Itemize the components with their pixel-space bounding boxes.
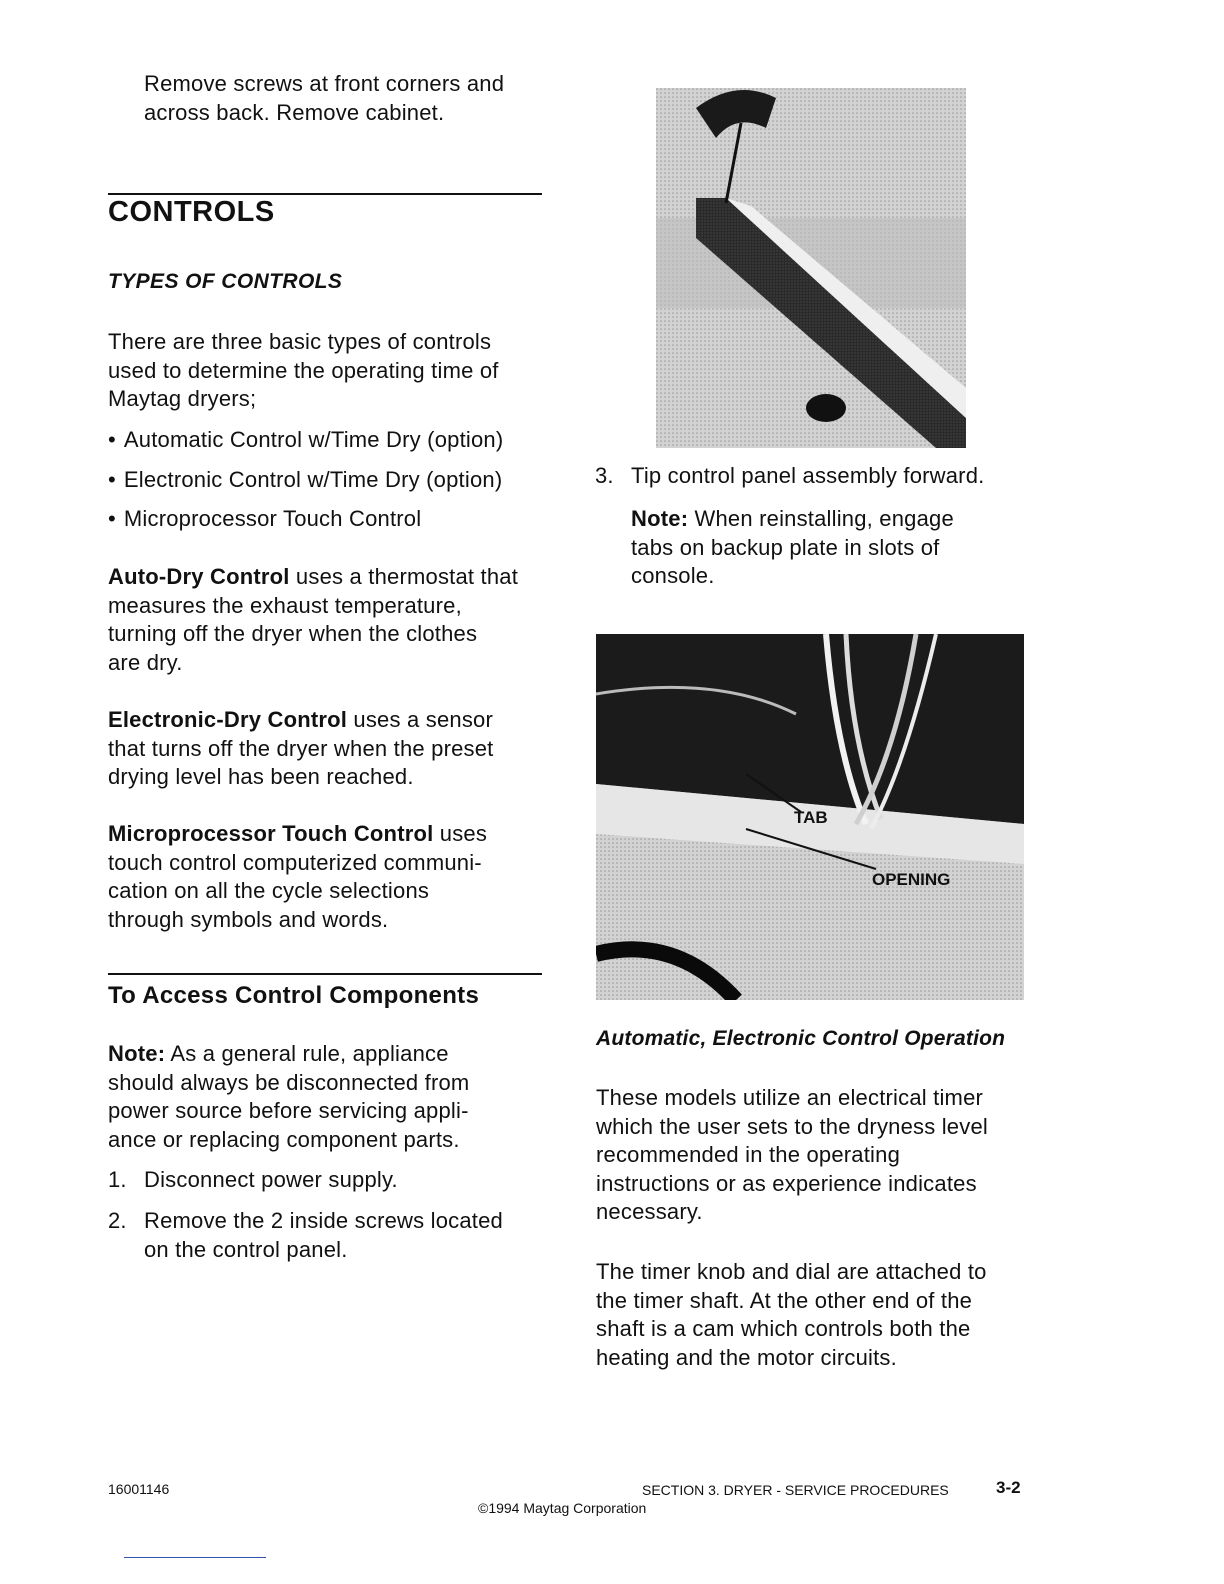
para-line: turning off the dryer when the clothes — [108, 621, 478, 646]
para-line: ance or replacing component parts. — [108, 1126, 460, 1152]
para-line: are dry. — [108, 649, 183, 675]
para-line: The timer knob and dial are attached to — [596, 1259, 987, 1284]
timer-paragraph-1 — [596, 1084, 988, 1227]
list-item: • Electronic Control w/Time Dry (option) — [108, 466, 503, 495]
electronic-paragraph: Electronic-Dry Control uses a sensor that turns off the dryer when the preset drying level has been reached. — [108, 706, 493, 792]
electronic-term: Electronic-Dry Control — [108, 707, 348, 732]
access-heading: To Access Control Components — [108, 982, 480, 1009]
para-line: heating and the motor circuits. — [596, 1344, 897, 1370]
section-title: SECTION 3. DRYER - SERVICE PROCEDURES — [642, 1482, 949, 1498]
section-rule — [108, 193, 542, 195]
intro-line: Remove screws at front corners and — [144, 71, 505, 96]
controls-heading: CONTROLS — [108, 196, 275, 228]
para-line: There are three basic types of controls — [108, 329, 492, 354]
para-line: touch control computerized communi- — [108, 849, 482, 875]
timer-paragraph-2 — [596, 1258, 987, 1372]
step-1 — [108, 1166, 398, 1195]
intro-text — [144, 70, 504, 127]
autodry-term: Auto-Dry Control — [108, 564, 290, 589]
para-line: through symbols and words. — [108, 906, 389, 932]
para-line: the timer shaft. At the other end of the — [596, 1287, 973, 1313]
para-line: that turns off the dryer when the preset — [108, 735, 494, 761]
micro-paragraph: Microprocessor Touch Control uses touch control computerized communi- cation on all the cycle selections through symbols and words. — [108, 820, 487, 934]
operation-caption: Automatic, Electronic Control Operation — [596, 1027, 1006, 1050]
micro-term: Microprocessor Touch Control — [108, 821, 434, 846]
footer-rule — [124, 1557, 266, 1558]
doc-number: 16001146 — [108, 1481, 170, 1497]
para-line: tabs on backup plate in slots of — [631, 534, 940, 560]
step-line: Tip control panel assembly forward. — [631, 463, 985, 488]
intro-line: across back. Remove cabinet. — [144, 99, 445, 125]
page-number: 3-2 — [996, 1478, 1021, 1497]
para-line: used to determine the operating time of — [108, 357, 499, 383]
opening-label: OPENING — [872, 870, 951, 889]
list-item: • Automatic Control w/Time Dry (option) — [108, 426, 503, 455]
copyright: ©1994 Maytag Corporation — [478, 1500, 647, 1516]
para-line: console. — [631, 563, 715, 588]
types-paragraph — [108, 328, 499, 414]
autodry-paragraph: Auto-Dry Control uses a thermostat that measures the exhaust temperature, turning off the dryer when the clothes are dry. — [108, 563, 518, 677]
para-line: necessary. — [596, 1199, 703, 1224]
step-number: 1. — [108, 1167, 127, 1192]
note-label: Note: — [108, 1041, 166, 1066]
photo-tab-opening — [596, 634, 1024, 1000]
para-line: shaft is a cam which controls both the — [596, 1316, 971, 1341]
tab-label: TAB — [794, 808, 828, 827]
step-line: Remove the 2 inside screws located — [144, 1208, 503, 1233]
para-line: should always be disconnected from — [108, 1069, 470, 1095]
step-number: 2. — [108, 1208, 127, 1233]
step-2 — [108, 1207, 503, 1264]
step-line: on the control panel. — [144, 1236, 348, 1262]
types-subheading: TYPES OF CONTROLS — [108, 270, 343, 293]
step-line: Disconnect power supply. — [144, 1167, 398, 1192]
para-line: power source before servicing appli- — [108, 1098, 469, 1123]
step-3 — [595, 462, 984, 491]
para-line: which the user sets to the dryness level — [596, 1113, 988, 1139]
photo-control-panel-tipped — [656, 88, 966, 448]
para-line: instructions or as experience indicates — [596, 1170, 977, 1196]
access-note: Note: As a general rule, appliance should always be disconnected from power source before servicing appli- ance or replacing component parts. — [108, 1040, 469, 1154]
para-line: cation on all the cycle selections — [108, 878, 430, 903]
para-line: Maytag dryers; — [108, 386, 257, 411]
controls-bullet-list — [108, 426, 503, 534]
step-number: 3. — [595, 463, 614, 488]
para-line: recommended in the operating — [596, 1142, 901, 1167]
list-item: • Microprocessor Touch Control — [108, 505, 503, 534]
reinstall-note: Note: When reinstalling, engage tabs on backup plate in slots of console. — [631, 505, 954, 591]
para-line: These models utilize an electrical timer — [596, 1085, 984, 1110]
para-line: drying level has been reached. — [108, 764, 414, 789]
note-label: Note: — [631, 506, 689, 531]
section-rule — [108, 973, 542, 975]
para-line: measures the exhaust temperature, — [108, 592, 462, 618]
